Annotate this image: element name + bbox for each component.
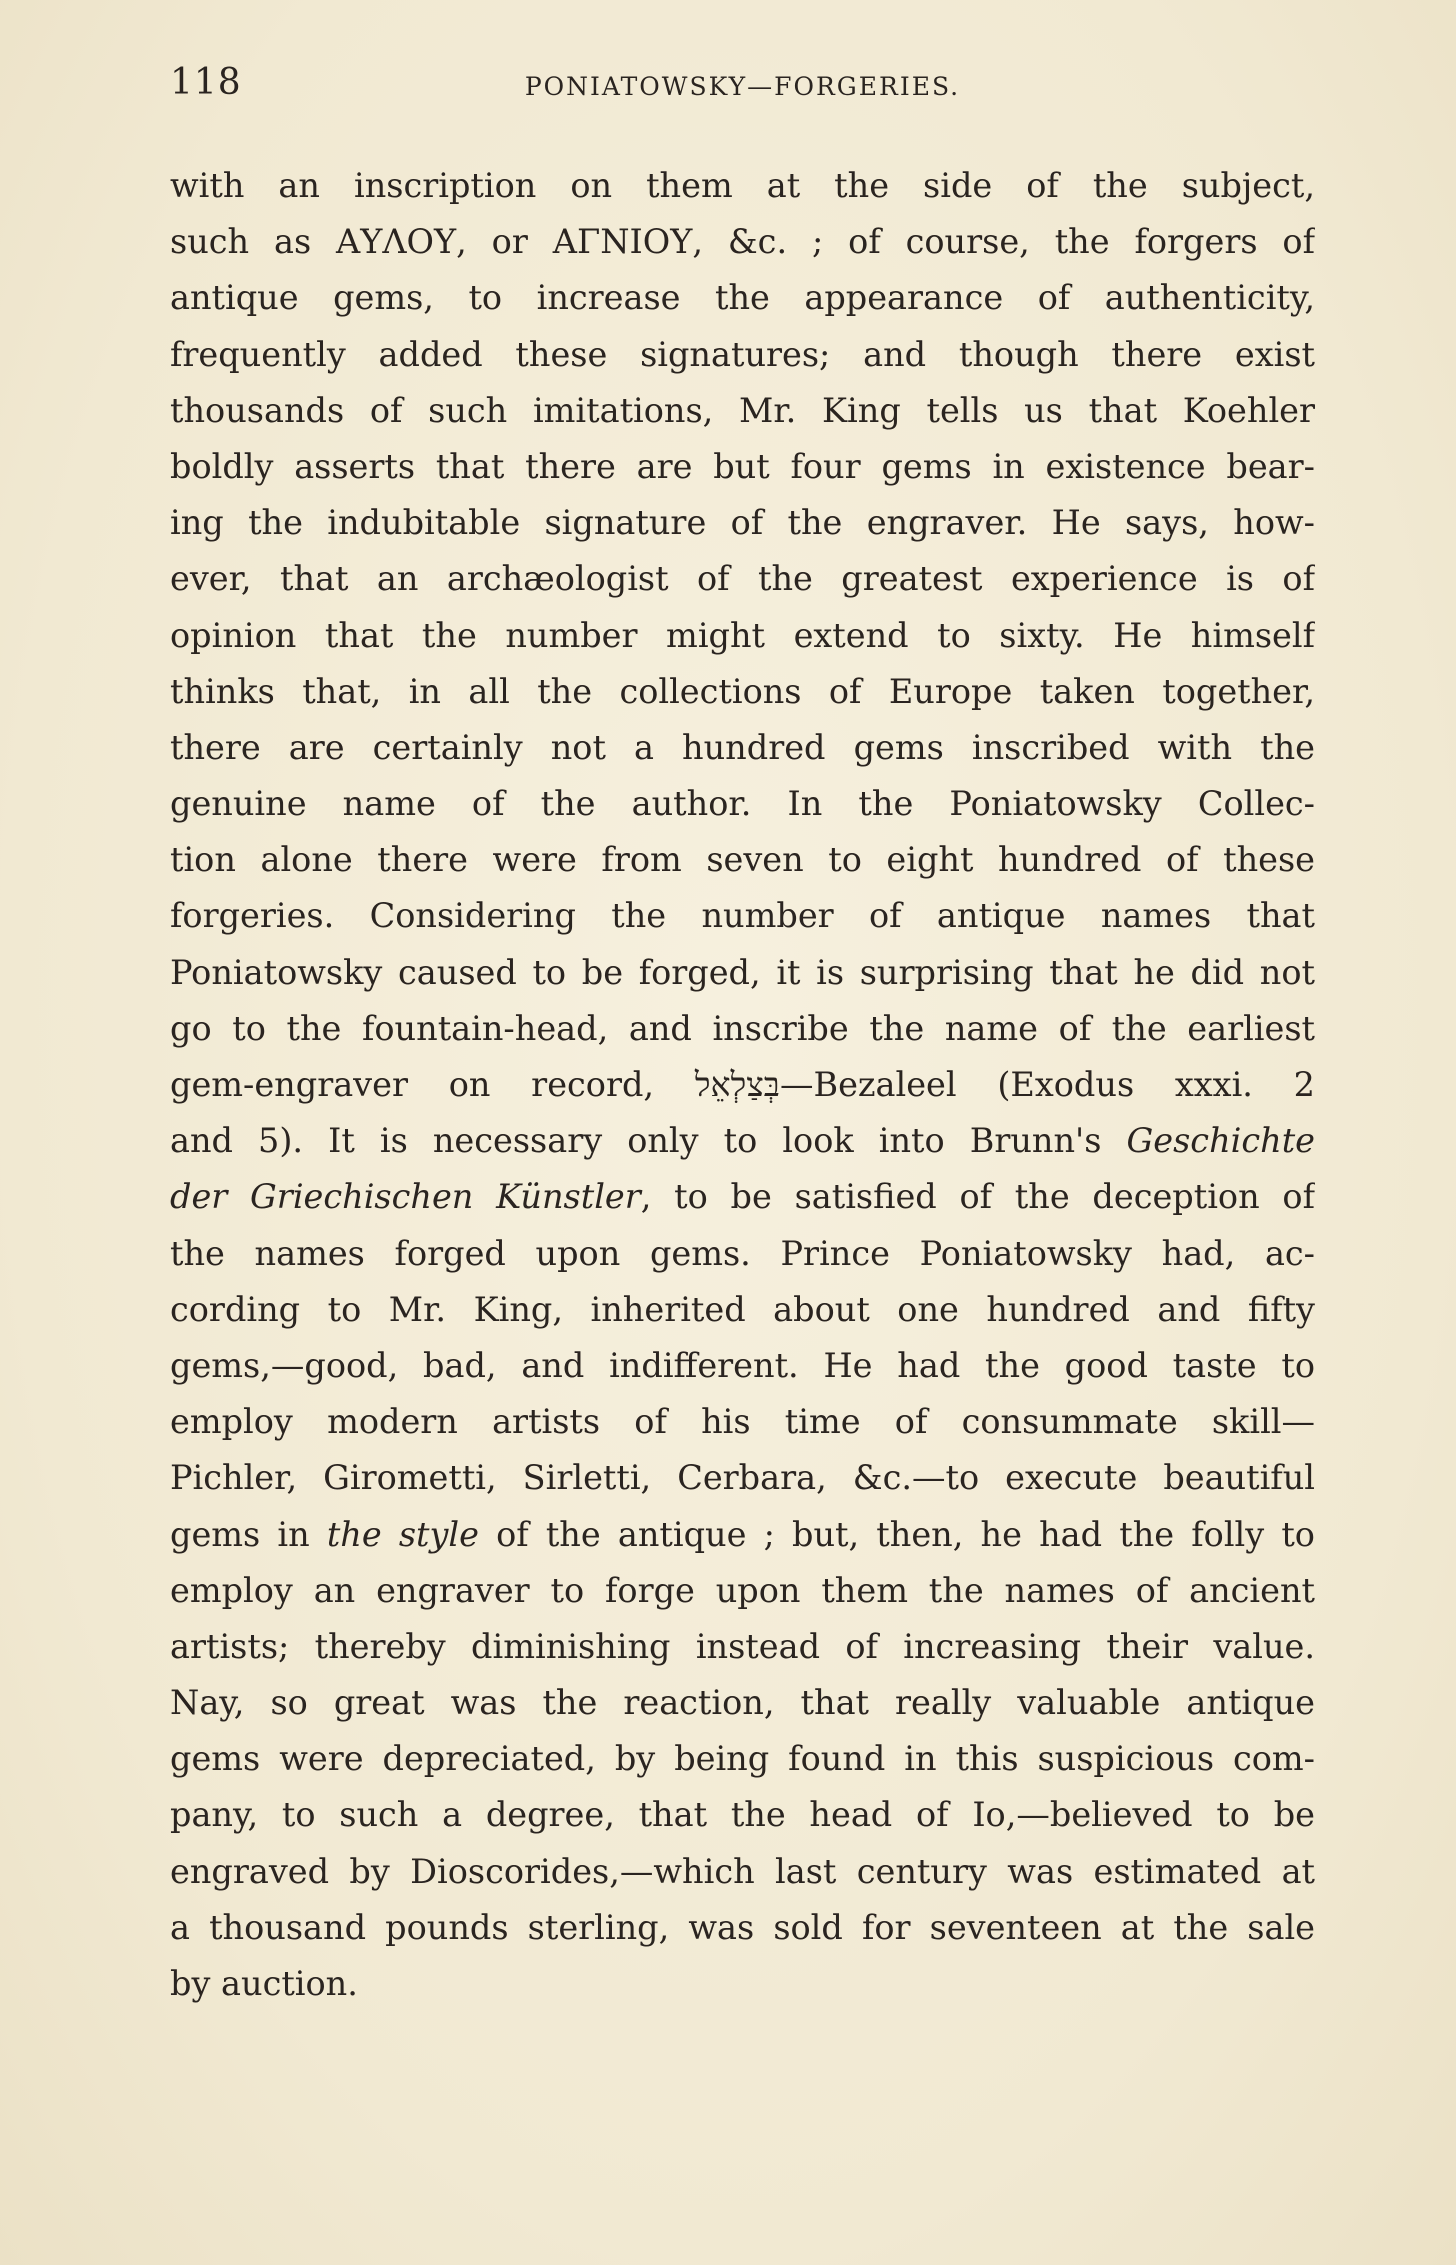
text-segment: gem-engraver on record, בְּצַלְאֵל—Bezaleel (Exodus xxxi. 2 [170,1065,1315,1104]
text-line [170,1394,1315,1450]
text-line [170,1057,1315,1113]
text-line [170,888,1315,944]
text-segment: pany, to such a degree, that the head of Io,—believed to be [170,1795,1315,1835]
text-line [170,1956,1315,2012]
text-line [170,776,1315,832]
text-line [170,327,1315,383]
italic-text: Geschichte [1126,1121,1315,1161]
text-line [170,1787,1315,1843]
text-segment: employ modern artists of his time of consummate skill— [170,1402,1315,1442]
italic-text: der Griechischen Künstler [170,1177,641,1217]
text-line [170,1282,1315,1338]
text-line [170,1001,1315,1057]
text-segment: engraved by Dioscorides,—which last century was estimated at [170,1851,1315,1891]
text-segment: thinks that, in all the collections of Europe taken together, [170,671,1315,711]
text-line [170,945,1315,1001]
text-segment: thousands of such imitations, Mr. King tells us that Koehler [170,390,1315,430]
text-segment: ever, that an archæologist of the greatest experience is of [170,559,1315,599]
text-line [170,383,1315,439]
text-segment: such as ΑΥΛΟΥ, or ΑΓΝΙΟΥ, &c. ; of course, the forgers of [170,222,1315,262]
text-line [170,1675,1315,1731]
text-line [170,495,1315,551]
text-segment: go to the fountain-head, and inscribe the name of the earliest [170,1008,1315,1048]
text-segment: genuine name of the author. In the Poniatowsky Collec- [170,784,1315,824]
text-line [170,1169,1315,1225]
text-segment: frequently added these signatures; and though there exist [170,334,1315,374]
body-text [170,158,1315,2012]
text-line [170,551,1315,607]
text-segment: and 5). It is necessary only to look into Brunn's [170,1121,1127,1161]
text-segment: forgeries. Considering the number of antique names that [170,896,1315,936]
text-line [170,1563,1315,1619]
running-title: PONIATOWSKY—FORGERIES. [524,72,961,101]
text-segment: employ an engraver to forge upon them the names of ancient [170,1570,1315,1610]
text-segment: artists; thereby diminishing instead of increasing their value. [170,1626,1315,1666]
text-segment: cording to Mr. King, inherited about one hundred and fifty [170,1289,1315,1329]
running-head [170,62,1315,122]
text-line [170,1900,1315,1956]
text-line [170,1507,1315,1563]
text-line [170,214,1315,270]
text-segment: by auction. [170,1964,358,2003]
text-line [170,1844,1315,1900]
text-line [170,1338,1315,1394]
text-line [170,439,1315,495]
text-segment: there are certainly not a hundred gems inscribed with the [170,727,1315,767]
text-segment: ing the indubitable signature of the engraver. He says, how- [170,503,1315,543]
page-number: 118 [170,62,242,103]
text-line [170,664,1315,720]
italic-text: the style [326,1514,479,1554]
text-segment: antique gems, to increase the appearance of authenticity, [170,278,1315,318]
text-segment: tion alone there were from seven to eight hundred of these [170,840,1315,880]
text-segment: of the antique ; but, then, he had the folly to [478,1514,1315,1554]
text-line [170,270,1315,326]
text-segment: with an inscription on them at the side of the subject, [170,166,1315,205]
text-segment: gems were depreciated, by being found in this suspicious com- [170,1739,1315,1779]
text-line [170,1113,1315,1169]
text-segment: the names forged upon gems. Prince Poniatowsky had, ac- [170,1233,1315,1273]
text-line [170,158,1315,214]
text-segment: Poniatowsky caused to be forged, it is surprising that he did not [170,952,1315,992]
text-line [170,1731,1315,1787]
text-line [170,608,1315,664]
text-segment: opinion that the number might extend to sixty. He himself [170,615,1315,655]
text-segment: Nay, so great was the reaction, that really valuable antique [170,1683,1315,1723]
text-segment: boldly asserts that there are but four gems in existence bear- [170,446,1315,486]
text-segment: a thousand pounds sterling, was sold for seventeen at the sale [170,1907,1315,1947]
text-segment: Pichler, Girometti, Sirletti, Cerbara, &c.—to execute beautiful [170,1458,1315,1498]
text-line [170,720,1315,776]
text-line [170,832,1315,888]
text-segment: , to be satisfied of the deception of [640,1177,1315,1217]
text-line [170,1619,1315,1675]
text-segment: gems,—good, bad, and indifferent. He had the good taste to [170,1345,1315,1385]
text-segment: gems in [170,1514,327,1554]
text-line [170,1450,1315,1506]
text-line [170,1226,1315,1282]
